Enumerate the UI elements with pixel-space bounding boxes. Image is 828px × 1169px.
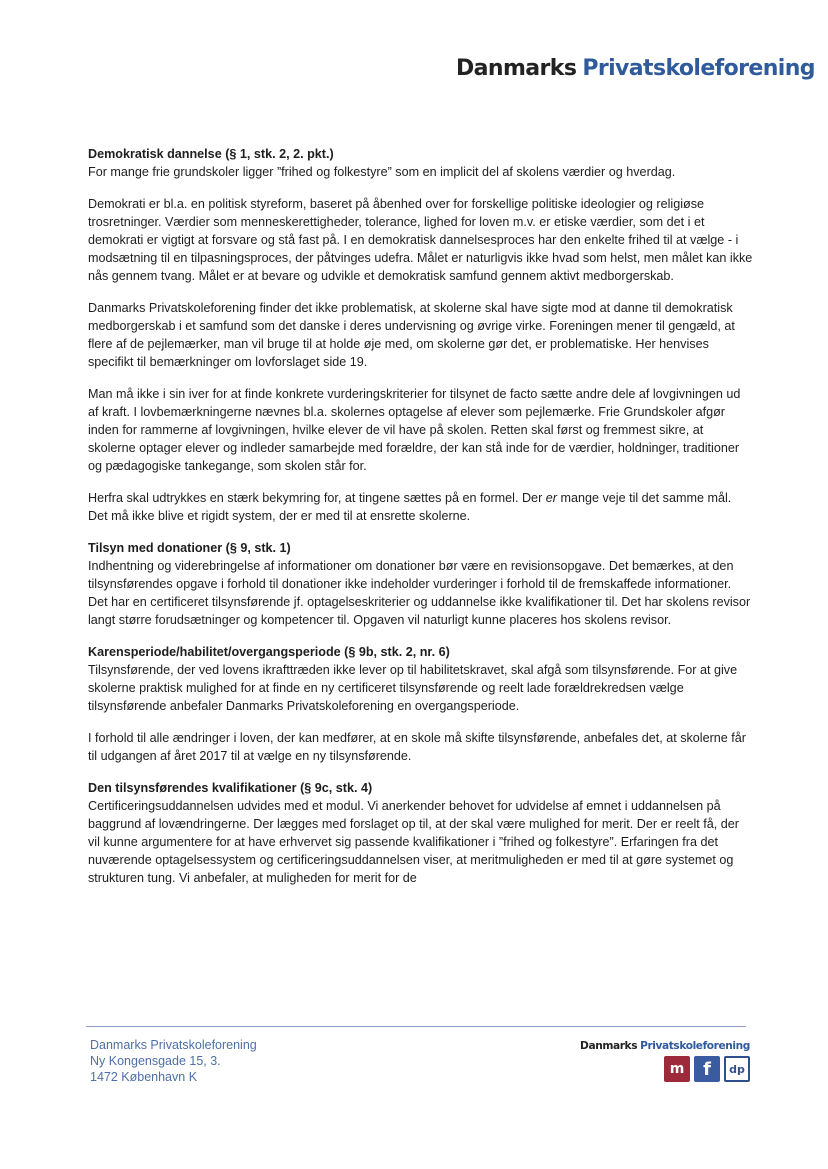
footer-address-line: 1472 København K [90, 1070, 198, 1084]
footer-logo [580, 1040, 750, 1082]
paragraph-part: Herfra skal udtrykkes en stærk bekymring for, at tingene sættes på en formel. Der [88, 491, 546, 505]
footer-logo-part2: Privatskoleforening [640, 1040, 750, 1052]
m-logo-icon[interactable]: m [664, 1056, 690, 1082]
paragraph: Man må ikke i sin iver for at finde konkrete vurderingskriterier for tilsynet de facto sætte andre dele af lovgivningen ud af kraft. I lovbemærkningerne nævnes bl.a. skolernes optagelse af elever som pejlemærke. Frie Grundskoler afgør inden for rammerne af lovgivningen, hvilke elever de vil have på skolen. Retten skal først og fremmest sikre, at skolerne optager elever og indleder samarbejde med forældre, der kan stå inde for de værdier, holdninger, traditioner og pædagogiske tankegange, som skolen står for. [88, 387, 741, 473]
paragraph: For mange frie grundskoler ligger ”frihed og folkestyre” som en implicit del af skolens værdier og hverdag. [88, 165, 676, 179]
footer-logo-text [580, 1040, 750, 1052]
paragraph: Certificeringsuddannelsen udvides med et modul. Vi anerkender behovet for udvidelse af emnet i uddannelsen på baggrund af lovændringerne. Der lægges med forslaget op til, at der skal være mulighed for merit. Der er reelt få, der vil kunne argumentere for at have erhvervet sig passende kvalifikationer i ”frihed og folkestyre”. Erfaringen fra det nuværende optagelsessystem og certificeringsuddannelsen viser, at meritmuligheden er med til at gøre systemet og strukturen tung. Vi anbefaler, at muligheden for merit for de [88, 799, 739, 885]
section-heading-tilsyn-med-donationer: Tilsyn med donationer (§ 9, stk. 1) [88, 541, 291, 555]
paragraph: Demokrati er bl.a. en politisk styreform, baseret på åbenhed over for forskellige politiske ideologier og religiøse trosretninger. Værdier som menneskerettigheder, tolerance, lighed for loven m.v. er etiske værdier, som det i et demokrati er vigtigt at forsvare og stå fast på. I en demokratisk dannelsesproces har den enkelte frihed til at vælge - i modsætning til en tilpasningsproces, der påtvinges udefra. Målet er naturligvis ikke hvad som helst, men målet kan ikke nås gennem tvang. Målet er at bevare og udvikle et demokratisk samfund gennem aktivt medborgerskab. [88, 197, 753, 283]
section-heading-kvalifikationer: Den tilsynsførendes kvalifikationer (§ 9c, stk. 4) [88, 781, 373, 795]
section-heading-demokratisk-dannelse: Demokratisk dannelse (§ 1, stk. 2, 2. pkt.) [88, 147, 334, 161]
social-icons [580, 1056, 750, 1082]
document-body [88, 145, 754, 901]
paragraph [88, 489, 754, 525]
paragraph: I forhold til alle ændringer i loven, der kan medfører, at en skole må skifte tilsynsførende, anbefales det, at skolerne får til udgangen af året 2017 til at vælge en ny tilsynsførende. [88, 731, 746, 763]
footer-divider [86, 1026, 746, 1027]
facebook-icon[interactable]: f [694, 1056, 720, 1082]
paragraph: Indhentning og viderebringelse af informationer om donationer bør være en revisionsopgave. Det bemærkes, at den tilsynsførendes opgave i forhold til donationer ikke indeholder vurderinger i forhold til de fremskaffede informationer. Det har en certificeret tilsynsførende jf. optagelseskriterier og uddannelse ikke kvalifikationer til. Det har skolens revisor langt større forudsætninger og kompetencer til. Opgaven vil naturligt kunne placeres hos skolens revisor. [88, 559, 751, 627]
footer-logo-part1: Danmarks [580, 1040, 638, 1052]
paragraph: Tilsynsførende, der ved lovens ikrafttræden ikke lever op til habilitetskravet, skal afgå som tilsynsførende. For at give skolerne praktisk mulighed for at finde en ny certificeret tilsynsførende og reelt lade forældrekredsen vælge tilsynsførende anbefaler Danmarks Privatskoleforening en overgangsperiode. [88, 663, 738, 713]
section-heading-karensperiode: Karensperiode/habilitet/overgangsperiode (§ 9b, stk. 2, nr. 6) [88, 645, 450, 659]
header-logo-part2: Privatskoleforening [582, 56, 815, 81]
paragraph: Danmarks Privatskoleforening finder det ikke problematisk, at skolerne skal have sigte mod at danne til demokratisk medborgerskab i et samfund som det danske i deres undervisning og øvrige virke. Foreningen mener til gengæld, at flere af de pejlemærker, man vil bruge til at holde øje med, om skolerne gør det, er problematiske. Her henvises specifikt til bemærkninger om lovforslaget side 19. [88, 301, 735, 369]
footer-address [90, 1037, 257, 1085]
header-logo [456, 56, 815, 81]
footer-address-line: Danmarks Privatskoleforening [90, 1038, 257, 1052]
paragraph-emphasis: er [545, 491, 557, 505]
paragraph-part: mange veje til det samme mål. Det må ikke blive et rigidt system, der er med til at ensrette skolerne. [88, 491, 732, 523]
header-logo-part1: Danmarks [456, 56, 577, 81]
footer-address-line: Ny Kongensgade 15, 3. [90, 1054, 221, 1068]
dp-logo-icon[interactable]: dp [724, 1056, 750, 1082]
